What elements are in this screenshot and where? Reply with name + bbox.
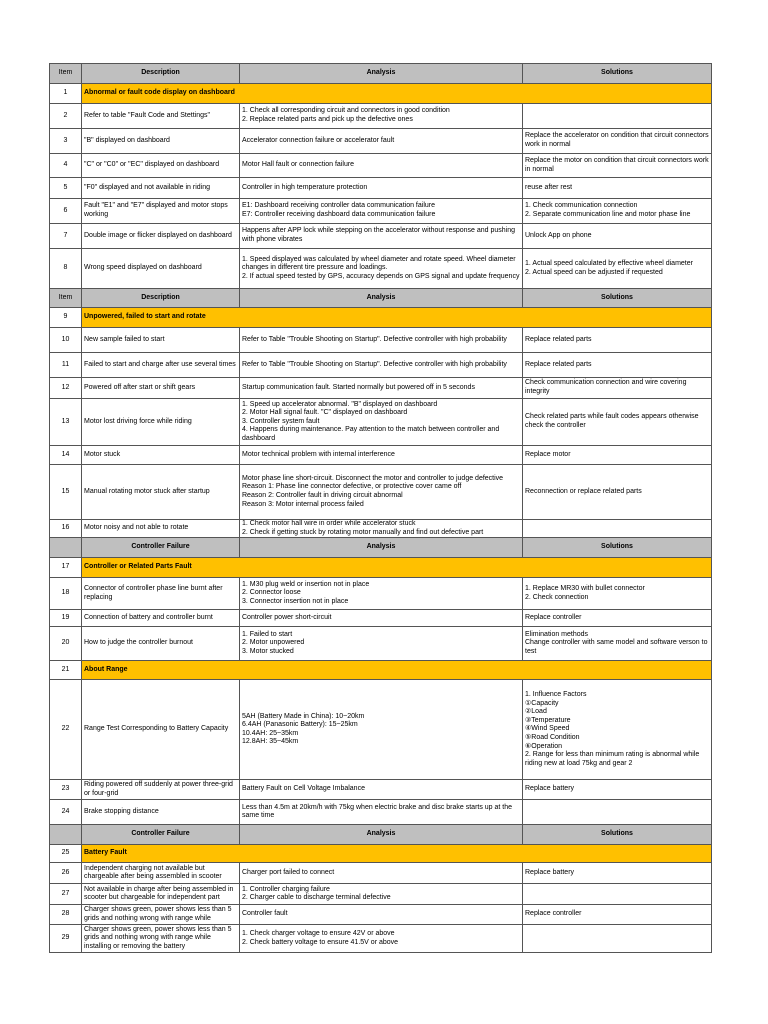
item-number: 11	[50, 353, 82, 378]
analysis-cell: Battery Fault on Cell Voltage Imbalance	[240, 780, 523, 800]
analysis-cell: Motor Hall fault or connection failure	[240, 154, 523, 178]
solutions-cell: Replace related parts	[523, 353, 712, 378]
item-number: 5	[50, 178, 82, 199]
analysis-cell: 1. Check charger voltage to ensure 42V or above 2. Check battery voltage to ensure 41.5V or above	[240, 925, 523, 953]
analysis-cell: Controller in high temperature protection	[240, 178, 523, 199]
analysis-cell: 1. Check motor hall wire in order while accelerator stuck 2. Check if getting stuck by rotating motor manually and find out defective part	[240, 520, 523, 538]
solutions-cell: Check communication connection and wire covering integrity	[523, 378, 712, 399]
description-cell: Refer to table "Fault Code and Stettings"	[82, 104, 240, 129]
description-cell: Brake stopping distance	[82, 800, 240, 825]
table-row	[50, 178, 712, 199]
analysis-cell: 5AH (Battery Made in China): 10~20km 6.4AH (Panasonic Battery): 15~25km 10.4AH: 25~35km 12.8AH: 35~45km	[240, 680, 523, 780]
section-title: About Range	[82, 661, 712, 680]
item-number: 27	[50, 884, 82, 905]
analysis-cell: Happens after APP lock while stepping on the accelerator without response and pushing with phone vibrates	[240, 224, 523, 249]
description-cell: Riding powered off suddenly at power three-grid or four-grid	[82, 780, 240, 800]
table-row	[50, 104, 712, 129]
header-description: Description	[82, 64, 240, 84]
table-row	[50, 884, 712, 905]
item-number: 19	[50, 610, 82, 627]
solutions-cell: Replace related parts	[523, 328, 712, 353]
header-analysis: Analysis	[240, 825, 523, 845]
header-analysis: Analysis	[240, 289, 523, 308]
item-number: 22	[50, 680, 82, 780]
analysis-cell: Startup communication fault. Started normally but powered off in 5 seconds	[240, 378, 523, 399]
description-cell: Motor stuck	[82, 446, 240, 465]
table-row	[50, 353, 712, 378]
section-row	[50, 308, 712, 328]
analysis-cell: 1. Check all corresponding circuit and connectors in good condition 2. Replace related parts and pick up the defective ones	[240, 104, 523, 129]
item-number: 1	[50, 84, 82, 104]
table-row	[50, 780, 712, 800]
solutions-cell	[523, 800, 712, 825]
header-item: Item	[50, 64, 82, 84]
table-row	[50, 863, 712, 884]
table-header-row	[50, 538, 712, 558]
item-number: 17	[50, 558, 82, 578]
table-row	[50, 129, 712, 154]
table-row	[50, 627, 712, 661]
item-number: 6	[50, 199, 82, 224]
solutions-cell: reuse after rest	[523, 178, 712, 199]
solutions-cell: Unlock App on phone	[523, 224, 712, 249]
analysis-cell: 1. M30 plug weld or insertion not in place 2. Connector loose 3. Connector insertion not in place	[240, 578, 523, 610]
solutions-cell	[523, 520, 712, 538]
description-cell: Charger shows green, power shows less than 5 grids and nothing wrong with range while	[82, 905, 240, 925]
section-title: Controller or Related Parts Fault	[82, 558, 712, 578]
table-row	[50, 925, 712, 953]
description-cell: Not available in charge after being assembled in scooter but chargeable for independent part	[82, 884, 240, 905]
analysis-cell: Controller power short-circuit	[240, 610, 523, 627]
item-number: 4	[50, 154, 82, 178]
solutions-cell: 1. Influence Factors ①Capacity ②Load ③Temperature ④Wind Speed ⑤Road Condition ⑥Operation 2. Range for less than minimum rating is abnormal while riding new at load 75kg and gear 2	[523, 680, 712, 780]
solutions-cell	[523, 104, 712, 129]
solutions-cell: Replace the motor on condition that circuit connectors work in normal	[523, 154, 712, 178]
analysis-cell: Motor technical problem with internal interference	[240, 446, 523, 465]
description-cell: Independent charging not available but chargeable after being assembled in scooter	[82, 863, 240, 884]
analysis-cell: 1. Controller charging failure 2. Charger cable to discharge terminal defective	[240, 884, 523, 905]
header-solutions: Solutions	[523, 64, 712, 84]
solutions-cell: Check related parts while fault codes appears otherwise check the controller	[523, 399, 712, 446]
description-cell: Motor noisy and not able to rotate	[82, 520, 240, 538]
section-row	[50, 661, 712, 680]
table-row	[50, 154, 712, 178]
item-number: 26	[50, 863, 82, 884]
header-description: Controller Failure	[82, 538, 240, 558]
table-row	[50, 399, 712, 446]
item-number: 20	[50, 627, 82, 661]
table-row	[50, 905, 712, 925]
section-row	[50, 558, 712, 578]
header-item: Item	[50, 289, 82, 308]
analysis-cell: Charger port failed to connect	[240, 863, 523, 884]
troubleshooting-table	[49, 63, 712, 953]
description-cell: "F0" displayed and not available in riding	[82, 178, 240, 199]
solutions-cell: Elimination methods Change controller with same model and software verson to test	[523, 627, 712, 661]
table-body	[50, 64, 712, 953]
header-description: Description	[82, 289, 240, 308]
table-header-row	[50, 64, 712, 84]
analysis-cell: Refer to Table "Trouble Shooting on Startup". Defective controller with high probability	[240, 353, 523, 378]
solutions-cell: 1. Check communication connection 2. Separate communication line and motor phase line	[523, 199, 712, 224]
description-cell: Range Test Corresponding to Battery Capacity	[82, 680, 240, 780]
table-header-row	[50, 289, 712, 308]
item-number: 12	[50, 378, 82, 399]
description-cell: Powered off after start or shift gears	[82, 378, 240, 399]
description-cell: Charger shows green, power shows less than 5 grids and nothing wrong with range while installing or removing the battery	[82, 925, 240, 953]
table-row	[50, 328, 712, 353]
table-row	[50, 680, 712, 780]
analysis-cell: 1. Speed displayed was calculated by wheel diameter and rotate speed. Wheel diameter changes in different tire pressure and loadings. 2. If actual speed tested by GPS, accuracy depends on GPS signal and update frequency	[240, 249, 523, 289]
solutions-cell	[523, 884, 712, 905]
item-number: 13	[50, 399, 82, 446]
description-cell: Manual rotating motor stuck after startup	[82, 465, 240, 520]
solutions-cell: 1. Replace MR30 with bullet connector 2. Check connection	[523, 578, 712, 610]
table-row	[50, 446, 712, 465]
header-analysis: Analysis	[240, 64, 523, 84]
table-row	[50, 224, 712, 249]
item-number: 14	[50, 446, 82, 465]
section-row	[50, 84, 712, 104]
description-cell: Double image or flicker displayed on dashboard	[82, 224, 240, 249]
analysis-cell: Controller fault	[240, 905, 523, 925]
table-row	[50, 610, 712, 627]
solutions-cell: Replace controller	[523, 905, 712, 925]
analysis-cell: Accelerator connection failure or accelerator fault	[240, 129, 523, 154]
item-number: 21	[50, 661, 82, 680]
header-item	[50, 538, 82, 558]
solutions-cell: 1. Actual speed calculated by effective wheel diameter 2. Actual speed can be adjusted if requested	[523, 249, 712, 289]
item-number: 7	[50, 224, 82, 249]
description-cell: How to judge the controller burnout	[82, 627, 240, 661]
header-solutions: Solutions	[523, 825, 712, 845]
solutions-cell: Reconnection or replace related parts	[523, 465, 712, 520]
description-cell: Connector of controller phase line burnt after replacing	[82, 578, 240, 610]
header-solutions: Solutions	[523, 538, 712, 558]
solutions-cell: Replace battery	[523, 863, 712, 884]
item-number: 10	[50, 328, 82, 353]
analysis-cell: Refer to Table "Trouble Shooting on Startup". Defective controller with high probability	[240, 328, 523, 353]
solutions-cell: Replace motor	[523, 446, 712, 465]
table-row	[50, 465, 712, 520]
header-analysis: Analysis	[240, 538, 523, 558]
table-row	[50, 199, 712, 224]
item-number: 15	[50, 465, 82, 520]
item-number: 8	[50, 249, 82, 289]
section-row	[50, 845, 712, 863]
item-number: 25	[50, 845, 82, 863]
solutions-cell	[523, 925, 712, 953]
header-solutions: Solutions	[523, 289, 712, 308]
item-number: 18	[50, 578, 82, 610]
item-number: 29	[50, 925, 82, 953]
analysis-cell: E1: Dashboard receiving controller data communication failure E7: Controller receiving dashboard data communication failure	[240, 199, 523, 224]
section-title: Battery Fault	[82, 845, 712, 863]
description-cell: Failed to start and charge after use several times	[82, 353, 240, 378]
analysis-cell: Less than 4.5m at 20km/h with 75kg when electric brake and disc brake starts up at the same time	[240, 800, 523, 825]
table-row	[50, 578, 712, 610]
description-cell: Fault "E1" and "E7" displayed and motor stops working	[82, 199, 240, 224]
table-row	[50, 800, 712, 825]
header-description: Controller Failure	[82, 825, 240, 845]
description-cell: "C" or "C0" or "EC" displayed on dashboard	[82, 154, 240, 178]
description-cell: New sample failed to start	[82, 328, 240, 353]
item-number: 3	[50, 129, 82, 154]
table-row	[50, 378, 712, 399]
description-cell: Connection of battery and controller burnt	[82, 610, 240, 627]
analysis-cell: 1. Failed to start 2. Motor unpowered 3. Motor stucked	[240, 627, 523, 661]
table-header-row	[50, 825, 712, 845]
description-cell: Wrong speed displayed on dashboard	[82, 249, 240, 289]
section-title: Abnormal or fault code display on dashboard	[82, 84, 712, 104]
solutions-cell: Replace controller	[523, 610, 712, 627]
solutions-cell: Replace the accelerator on condition that circuit connectors work in normal	[523, 129, 712, 154]
table-row	[50, 249, 712, 289]
description-cell: "B" displayed on dashboard	[82, 129, 240, 154]
section-title: Unpowered, failed to start and rotate	[82, 308, 712, 328]
item-number: 9	[50, 308, 82, 328]
analysis-cell: Motor phase line short-circuit. Disconnect the motor and controller to judge defective Reason 1: Phase line connector defective, or protective cover came off Reason 2: Controller fault in driving circuit abnormal Reason 3: Motor internal process failed	[240, 465, 523, 520]
analysis-cell: 1. Speed up accelerator abnormal. "B" displayed on dashboard 2. Motor Hall signal fault. "C" displayed on dashboard 3. Controller system fault 4. Happens during maintenance. Pay attention to the match between controller and dashboard	[240, 399, 523, 446]
item-number: 23	[50, 780, 82, 800]
header-item	[50, 825, 82, 845]
description-cell: Motor lost driving force while riding	[82, 399, 240, 446]
item-number: 28	[50, 905, 82, 925]
item-number: 2	[50, 104, 82, 129]
item-number: 16	[50, 520, 82, 538]
solutions-cell: Replace battery	[523, 780, 712, 800]
item-number: 24	[50, 800, 82, 825]
table-row	[50, 520, 712, 538]
